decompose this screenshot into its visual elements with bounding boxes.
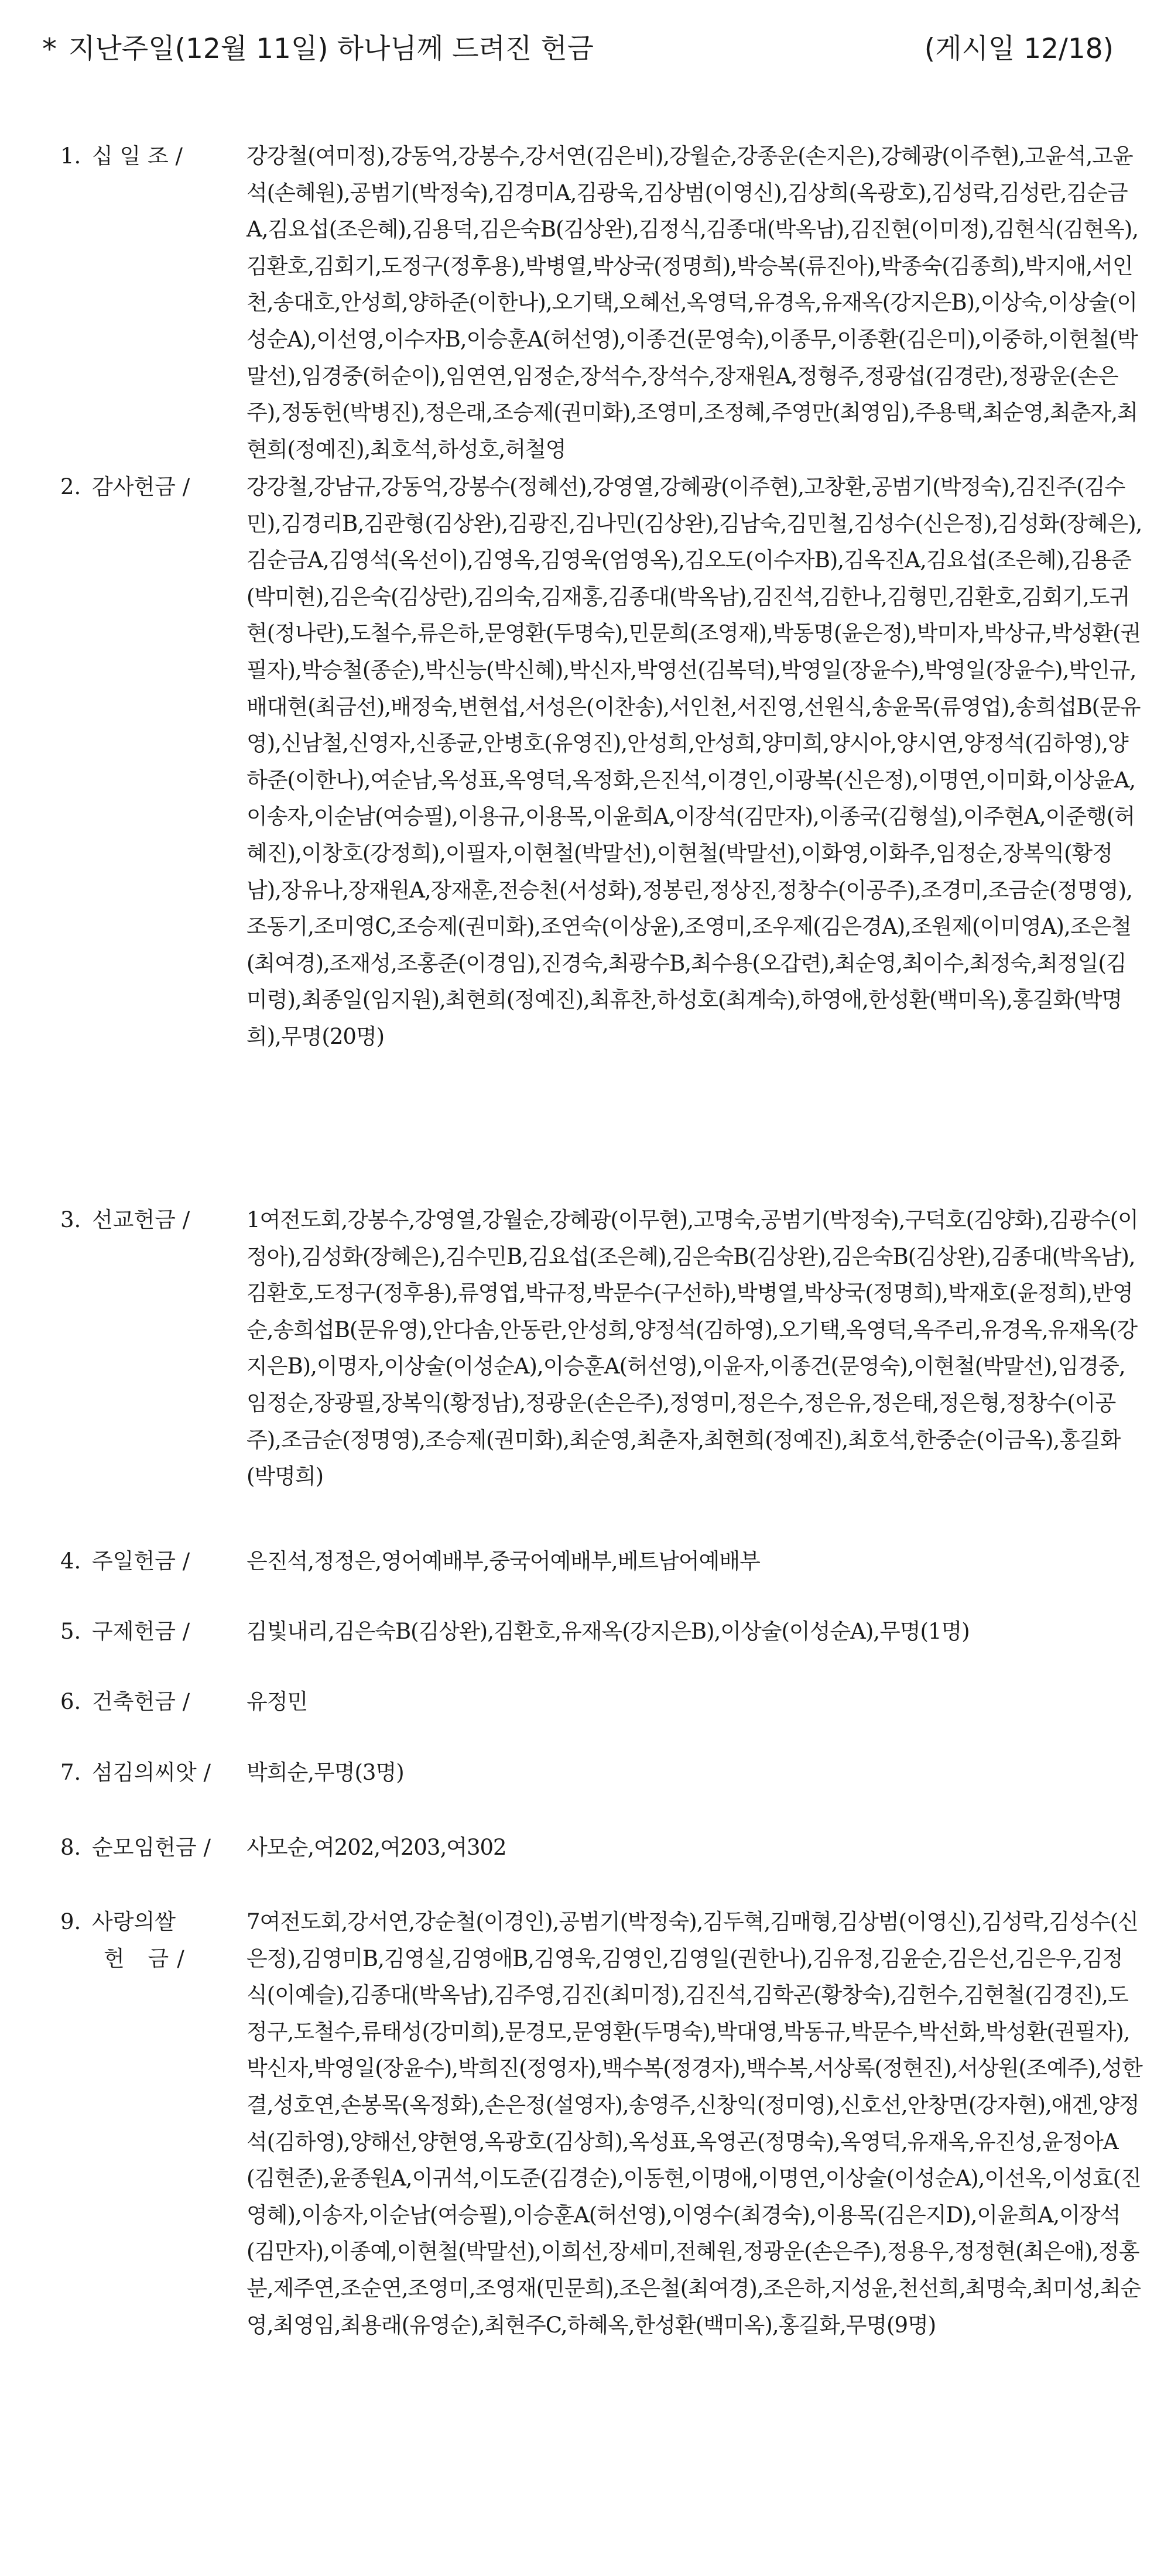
asterisk-marker: * (42, 32, 57, 66)
section-names: 7여전도회,강서연,강순철(이경인),공범기(박정숙),김두혁,김매형,김상범(이영신),김성락,김성수(신은정),김영미B,김영실,김영애B,김영욱,김영인,김영일(권한나),김유정,김윤순,김은선,김은우,김정식(이예슬),김종대(박옥남),김주영,김진(최미정),김진석,김학곤(황창숙),김헌수,김현철(김경진),도정구,도철수,류태성(강미희),문경모,문영환(두명숙),박대영,박동규,박문수,박선화,박성환(권필자),박신자,박영일(장윤수),박희진(정영자),백수복(정경자),백수복,서상록(정현진),서상원(조예주),성한결,성호연,손봉목(옥정화),손은정(설영자),송영주,신창익(정미영),신호선,안창면(강자현),애겐,양정석(김하영),양해선,양현영,옥광호(김상희),옥성표,옥영곤(정명숙),옥영덕,유재옥,유진성,윤정아A(김현준),윤종원A,이귀석,이도준(김경순),이동현,이명애,이명연,이상술(이성순A),이선옥,이성효(진영혜),이송자,이순남(여승필),이승훈A(허선영),이영수(최경숙),이용목(김은지D),이윤희A,이장석(김만자),이종예,이현철(박말선),이희선,장세미,전혜원,정광운(손은주),정용우,정정현(최은애),정홍분,제주연,조순연,조영미,조영재(민문희),조은철(최여경),조은하,지성윤,천선희,최명숙,최미성,최순영,최영임,최용래(유영순),최현주C,하혜옥,한성환(백미옥),홍길화,무명(9명) (246, 1909, 1142, 2338)
section-number: 6. (60, 1689, 81, 1714)
section-names: 강강철,강남규,강동억,강봉수(정혜선),강영열,강혜광(이주현),고창환,공범기(박정숙),김진주(김수민),김경리B,김관형(김상완),김광진,김나민(김상완),김남숙,김민철,김성수(신은정),김성화(장혜은),김순금A,김영석(옥선이),김영옥,김영욱(엄영옥),김오도(이수자B),김옥진A,김요섭(조은혜),김용준(박미현),김은숙(김상란),김의숙,김재홍,김종대(박옥남),김진석,김한나,김형민,김환호,김회기,도귀현(정나란),도철수,류은하,문영환(두명숙),민문희(조영재),박동명(윤은정),박미자,박상규,박성환(권필자),박승철(종순),박신능(박신혜),박신자,박영선(김복덕),박영일(장윤수),박영일(장윤수),박인규,배대현(최금선),배정숙,변현섭,서성은(이찬송),서인천,서진영,선원식,송윤목(류영업),송희섭B(문유영),신남철,신영자,신종균,안병호(유영진),안성희,안성희,양미희,양시아,양시연,양정석(김하영),양하준(이한나),여순남,옥성표,옥영덕,옥정화,은진석,이경인,이광복(신은정),이명연,이미화,이상윤A,이송자,이순남(여승필),이용규,이용목,이윤희A,이장석(김만자),이종국(김형설),이주현A,이준행(허혜진),이창호(강정희),이필자,이현철(박말선),이현철(박말선),이화영,이화주,임정순,장복익(황정남),장유나,장재원A,장재훈,전승천(서성화),정봉린,정상진,정창수(이공주),조경미,조금순(정명영),조동기,조미영C,조승제(권미화),조연숙(이상윤),조영미,조우제(김은경A),조원제(이미영A),조은철(최여경),조재성,조홍준(이경임),진경숙,최광수B,최수용(오갑련),최순영,최이수,최정숙,최정일(김미령),최종일(임지원),최현희(정예진),최휴찬,하성호(최계숙),하영애,한성환(백미옥),홍길화(박명희),무명(20명) (246, 474, 1142, 1049)
section-label (60, 1904, 236, 1977)
posted-date: (게시일 12/18) (924, 33, 1114, 65)
section-sunday (0, 1543, 1171, 1614)
section-title: 선교헌금 / (92, 1207, 190, 1232)
section-title: 건축헌금 / (92, 1689, 190, 1714)
offering-list (0, 138, 1171, 2524)
section-rice-of-love (0, 1904, 1171, 2524)
section-label (60, 1684, 236, 1721)
section-building (0, 1684, 1171, 1755)
page-header (42, 26, 1114, 73)
section-label (60, 1202, 236, 1239)
section-label (60, 1543, 236, 1580)
section-names: 강강철(여미정),강동억,강봉수,강서연(김은비),강월순,강종운(손지은),강혜광(이주현),고윤석,고윤석(손혜원),공범기(박정숙),김경미A,김광욱,김상범(이영신),김상희(옥광호),김성락,김성란,김순금A,김요섭(조은혜),김용덕,김은숙B(김상완),김정식,김종대(박옥남),김진현(이미정),김현식(김현옥),김환호,김회기,도정구(정후용),박병열,박상국(정명희),박승복(류진아),박종숙(김종희),박지애,서인천,송대호,안성희,양하준(이한나),오기택,오혜선,옥영덕,유경옥,유재옥(강지은B),이상숙,이상술(이성순A),이선영,이수자B,이승훈A(허선영),이종건(문영숙),이종무,이종환(김은미),이중하,이현철(박말선),임경중(허순이),임연연,임정순,장석수,장석수,장재원A,정형주,정광섭(김경란),정광운(손은주),정동헌(박병진),정은래,조승제(권미화),조영미,조정혜,주영만(최영임),주용택,최순영,최춘자,최현희(정예진),최호석,하성호,허철영 (246, 143, 1139, 462)
section-label (60, 469, 236, 506)
section-number: 5. (60, 1619, 81, 1644)
section-title: 순모임헌금 / (92, 1835, 211, 1860)
section-title: 구제헌금 / (92, 1619, 190, 1644)
section-names: 은진석,정정은,영어예배부,중국어예배부,베트남어예배부 (246, 1549, 760, 1574)
section-number: 7. (60, 1760, 81, 1785)
section-label (60, 1830, 236, 1866)
section-label (60, 1614, 236, 1650)
header-left (42, 26, 594, 73)
page-title: 지난주일(12월 11일) 하나님께 드려진 헌금 (69, 33, 594, 65)
section-names: 1여전도회,강봉수,강영열,강월순,강혜광(이무현),고명숙,공범기(박정숙),구덕호(김양화),김광수(이정아),김성화(장혜은),김수민B,김요섭(조은혜),김은숙B(김상완),김은숙B(김상완),김종대(박옥남),김환호,도정구(정후용),류영엽,박규정,박문수(구선하),박병열,박상국(정명희),박재호(윤정희),반영순,송희섭B(문유영),안다솜,안동란,안성희,양정석(김하영),오기택,옥영덕,옥주리,유경옥,유재옥(강지은B),이명자,이상술(이성순A),이승훈A(허선영),이윤자,이종건(문영숙),이현철(박말선),임경중,임정순,장광필,장복익(황정남),정광운(손은주),정영미,정은수,정은유,정은태,정은형,정창수(이공주),조금순(정명영),조승제(권미화),최순영,최춘자,최현희(정예진),최호석,한중순(이금옥),홍길화(박명희) (246, 1207, 1138, 1489)
section-title: 사랑의쌀 (92, 1909, 176, 1934)
section-number: 2. (60, 474, 81, 499)
section-number: 9. (60, 1909, 81, 1934)
section-title: 십 일 조 / (92, 143, 183, 169)
section-names: 유정민 (246, 1689, 308, 1714)
section-title: 섬김의씨앗 / (92, 1760, 211, 1785)
section-relief (0, 1614, 1171, 1684)
section-title: 주일헌금 / (92, 1549, 190, 1574)
section-names: 박희순,무명(3명) (246, 1760, 404, 1785)
section-title: 감사헌금 / (92, 474, 190, 499)
section-names: 사모순,여202,여203,여302 (246, 1835, 506, 1860)
section-tithe (0, 138, 1171, 469)
section-thanksgiving (0, 469, 1171, 1202)
section-names: 김빛내리,김은숙B(김상완),김환호,유재옥(강지은B),이상술(이성순A),무명(1명) (246, 1619, 970, 1644)
section-mission (0, 1202, 1171, 1543)
section-number: 1. (60, 143, 81, 169)
section-label (60, 1755, 236, 1791)
section-number: 8. (60, 1835, 81, 1860)
section-small-group (0, 1830, 1171, 1904)
section-number: 4. (60, 1549, 81, 1574)
section-label (60, 138, 236, 175)
section-title-line2: 헌 금/ (104, 1945, 193, 1971)
section-number: 3. (60, 1207, 81, 1232)
section-service-seed (0, 1755, 1171, 1830)
